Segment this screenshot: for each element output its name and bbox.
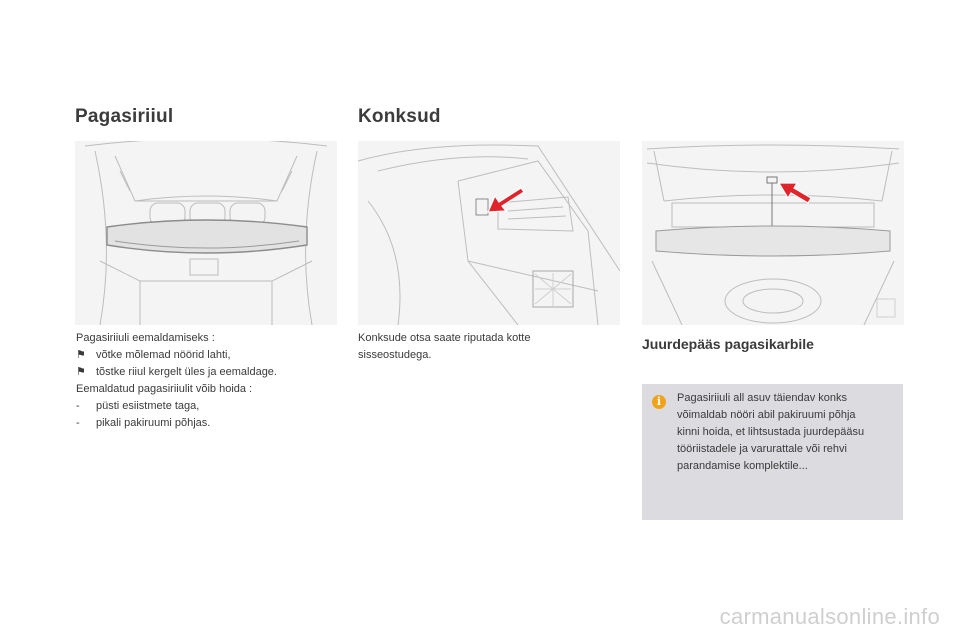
dash-bullet: - <box>76 417 80 429</box>
instruction-line: Pagasiriiuli eemaldamiseks : <box>76 332 215 344</box>
info-icon: i <box>652 395 666 409</box>
pagasiriiul-instructions <box>76 330 277 432</box>
heading-juurdepaas: Juurdepääs pagasikarbile <box>642 336 814 352</box>
flag-bullet-icon: ⚑ <box>76 349 86 361</box>
dash-bullet: - <box>76 400 80 412</box>
heading-pagasiriiul: Pagasiriiul <box>75 106 174 127</box>
heading-konksud: Konksud <box>358 106 441 127</box>
description-line: sisseostudega. <box>358 349 432 361</box>
instruction-step-text: pikali pakiruumi põhjas. <box>96 417 211 429</box>
info-line: kinni hoida, et lihtsustada juurdepääsu <box>677 426 865 438</box>
watermark: carmanualsonline.info <box>719 604 940 629</box>
info-box <box>642 384 903 520</box>
instruction-line: Eemaldatud pagasiriiulit võib hoida : <box>76 383 253 395</box>
info-line: tööriistadele ja varurattale või rehvi <box>677 443 847 455</box>
red-arrow-icon <box>779 183 811 203</box>
description-line: Konksude otsa saate riputada kotte <box>358 332 531 344</box>
instruction-step <box>76 364 277 381</box>
illustration-parcel-shelf <box>75 141 337 325</box>
illustration-hooks <box>358 141 620 325</box>
instruction-step <box>76 347 277 364</box>
info-line: võimaldab nööri abil pakiruumi põhja <box>677 409 856 421</box>
instruction-step-text: võtke mõlemad nöörid lahti, <box>96 349 231 361</box>
red-arrow-icon <box>488 188 524 212</box>
instruction-step-text: püsti esiistmete taga, <box>96 400 200 412</box>
info-text <box>677 390 893 475</box>
info-line: parandamise komplektile... <box>677 460 808 472</box>
instruction-step <box>76 415 277 432</box>
flag-bullet-icon: ⚑ <box>76 366 86 378</box>
illustration-trunk-access <box>642 141 904 325</box>
konksud-description <box>358 330 530 364</box>
instruction-step-text: tõstke riiul kergelt üles ja eemaldage. <box>96 366 277 378</box>
info-line: Pagasiriiuli all asuv täiendav konks <box>677 392 847 404</box>
instruction-step <box>76 398 277 415</box>
